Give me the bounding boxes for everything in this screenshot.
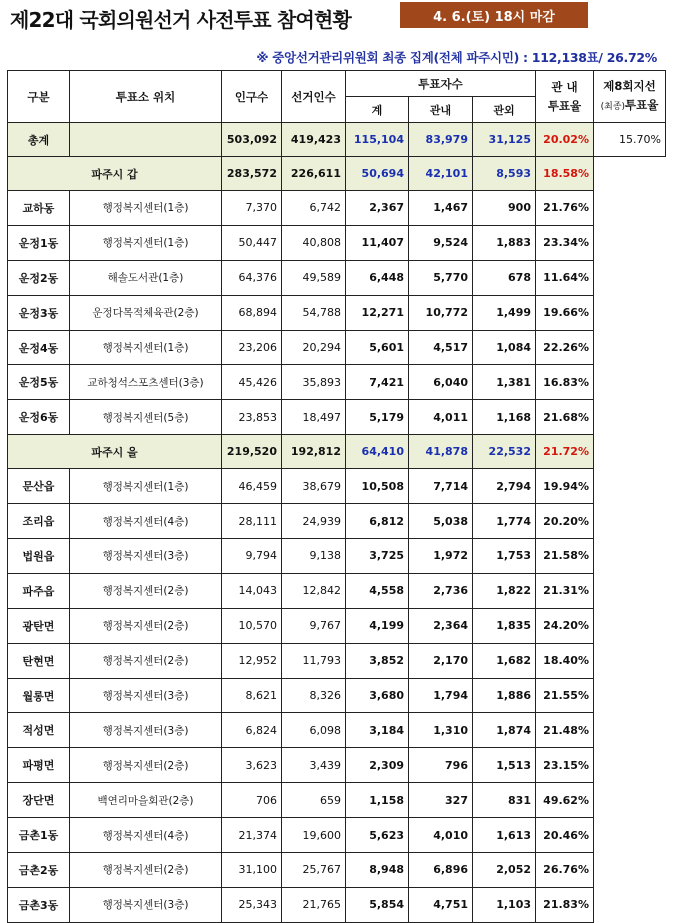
summary-total: 115,104 [346,123,409,157]
district-rate: 18.58% [536,157,594,191]
row-outside: 1,168 [473,400,536,435]
row-outside: 1,513 [473,748,536,783]
empty-cell [594,157,666,191]
row-voters: 9,767 [282,608,346,643]
row-inside: 7,714 [409,469,473,504]
row-voters: 25,767 [282,853,346,888]
row-inside: 4,751 [409,887,473,922]
row-name: 운정1동 [8,225,70,260]
row-inside: 2,364 [409,608,473,643]
row-total: 6,812 [346,504,409,539]
district-label: 파주시 을 [8,435,222,469]
row-population: 45,426 [222,365,282,400]
row-location: 행정복지센터(4층) [70,818,222,853]
empty-cell [594,435,666,469]
row-location: 행정복지센터(2층) [70,748,222,783]
row-location: 행정복지센터(3층) [70,887,222,922]
row-outside: 2,794 [473,469,536,504]
empty-cell [594,713,666,748]
row-outside: 1,883 [473,225,536,260]
row-voters: 19,600 [282,818,346,853]
row-outside: 1,835 [473,608,536,643]
row-rate: 21.55% [536,678,594,713]
empty-cell [594,818,666,853]
row-inside: 1,794 [409,678,473,713]
row-total: 2,309 [346,748,409,783]
table-row [8,853,666,888]
table-row [8,713,666,748]
district-voters: 192,812 [282,435,346,469]
empty-cell [594,887,666,922]
row-total: 5,854 [346,887,409,922]
row-inside: 4,011 [409,400,473,435]
row-rate: 24.20% [536,608,594,643]
row-rate: 21.76% [536,191,594,226]
row-inside: 327 [409,783,473,818]
row-voters: 6,098 [282,713,346,748]
row-voters: 35,893 [282,365,346,400]
header-prev-rate [594,71,666,123]
row-rate: 49.62% [536,783,594,818]
row-inside: 1,310 [409,713,473,748]
district-outside: 22,532 [473,435,536,469]
row-name: 운정4동 [8,330,70,365]
summary-rate: 20.02% [536,123,594,157]
row-total: 4,558 [346,573,409,608]
row-voters: 49,589 [282,260,346,295]
row-name: 운정5동 [8,365,70,400]
row-name: 금촌1동 [8,818,70,853]
empty-cell [594,539,666,574]
empty-cell [594,678,666,713]
row-total: 5,623 [346,818,409,853]
row-rate: 21.48% [536,713,594,748]
row-inside: 1,467 [409,191,473,226]
row-name: 탄현면 [8,643,70,678]
row-total: 10,508 [346,469,409,504]
page-title: 제22대 국회의원선거 사전투표 참여현황 [10,8,352,32]
row-total: 3,184 [346,713,409,748]
row-location: 해솔도서관(1층) [70,260,222,295]
district-inside: 41,878 [409,435,473,469]
row-inside: 4,517 [409,330,473,365]
summary-row [8,123,666,157]
row-population: 6,824 [222,713,282,748]
row-voters: 3,439 [282,748,346,783]
row-total: 8,948 [346,853,409,888]
empty-cell [594,504,666,539]
empty-cell [594,469,666,504]
row-inside: 6,896 [409,853,473,888]
row-outside: 1,874 [473,713,536,748]
row-location: 행정복지센터(1층) [70,225,222,260]
row-name: 문산읍 [8,469,70,504]
row-inside: 796 [409,748,473,783]
deadline-badge: 4. 6.(토) 18시 마감 [400,2,588,28]
row-name: 파평면 [8,748,70,783]
turnout-table [7,70,666,923]
row-name: 금촌2동 [8,853,70,888]
row-population: 23,853 [222,400,282,435]
row-outside: 2,052 [473,853,536,888]
header-outside: 관외 [473,97,536,123]
row-inside: 2,170 [409,643,473,678]
row-outside: 831 [473,783,536,818]
district-rate: 21.72% [536,435,594,469]
row-population: 8,621 [222,678,282,713]
table-row [8,573,666,608]
header-population: 인구수 [222,71,282,123]
table-row [8,678,666,713]
row-population: 25,343 [222,887,282,922]
summary-label: 총계 [8,123,70,157]
row-voters: 11,793 [282,643,346,678]
row-inside: 9,524 [409,225,473,260]
district-total: 64,410 [346,435,409,469]
row-population: 23,206 [222,330,282,365]
header-total: 계 [346,97,409,123]
row-population: 3,623 [222,748,282,783]
header-inside-rate-line1: 관 내 [551,79,578,94]
row-inside: 5,038 [409,504,473,539]
row-rate: 18.40% [536,643,594,678]
row-voters: 12,842 [282,573,346,608]
row-location: 행정복지센터(1층) [70,469,222,504]
row-total: 1,158 [346,783,409,818]
row-outside: 678 [473,260,536,295]
row-population: 9,794 [222,539,282,574]
table-row [8,504,666,539]
district-label: 파주시 갑 [8,157,222,191]
district-population: 283,572 [222,157,282,191]
table-row [8,643,666,678]
row-outside: 1,822 [473,573,536,608]
empty-cell [594,573,666,608]
row-location: 행정복지센터(3층) [70,678,222,713]
empty-cell [594,191,666,226]
row-total: 7,421 [346,365,409,400]
row-total: 5,179 [346,400,409,435]
row-name: 광탄면 [8,608,70,643]
table-row [8,225,666,260]
summary-voters: 419,423 [282,123,346,157]
header-voters: 선거인수 [282,71,346,123]
row-outside: 1,753 [473,539,536,574]
row-outside: 1,499 [473,295,536,330]
empty-cell [594,400,666,435]
summary-outside: 31,125 [473,123,536,157]
row-rate: 26.76% [536,853,594,888]
header-prev-rate-final: (최종) [600,101,626,112]
district-inside: 42,101 [409,157,473,191]
row-name: 파주읍 [8,573,70,608]
row-name: 적성면 [8,713,70,748]
empty-cell [594,853,666,888]
header-prev-rate-line1: 제8회지선 [603,78,656,93]
row-voters: 8,326 [282,678,346,713]
row-population: 31,100 [222,853,282,888]
row-location: 행정복지센터(4층) [70,504,222,539]
row-name: 운정3동 [8,295,70,330]
row-outside: 1,381 [473,365,536,400]
row-location: 행정복지센터(3층) [70,539,222,574]
row-total: 3,725 [346,539,409,574]
table-row [8,608,666,643]
row-location: 행정복지센터(5층) [70,400,222,435]
empty-cell [594,365,666,400]
row-outside: 1,103 [473,887,536,922]
row-name: 운정6동 [8,400,70,435]
table-row [8,539,666,574]
row-location: 행정복지센터(1층) [70,191,222,226]
row-location: 행정복지센터(2층) [70,853,222,888]
table-row [8,191,666,226]
header-prev-rate-line2: 투표율 [625,97,659,112]
summary-prev-rate: 15.70% [594,123,666,157]
row-total: 12,271 [346,295,409,330]
empty-cell [594,260,666,295]
empty-cell [594,643,666,678]
row-population: 50,447 [222,225,282,260]
district-total: 50,694 [346,157,409,191]
district-row [8,435,666,469]
row-rate: 11.64% [536,260,594,295]
table-row [8,330,666,365]
row-rate: 19.66% [536,295,594,330]
row-population: 68,894 [222,295,282,330]
row-voters: 18,497 [282,400,346,435]
row-population: 14,043 [222,573,282,608]
row-voters: 38,679 [282,469,346,504]
row-rate: 16.83% [536,365,594,400]
row-total: 3,852 [346,643,409,678]
row-name: 운정2동 [8,260,70,295]
row-voters: 20,294 [282,330,346,365]
row-population: 64,376 [222,260,282,295]
row-inside: 10,772 [409,295,473,330]
table-row [8,365,666,400]
row-location: 행정복지센터(1층) [70,330,222,365]
header-inside: 관내 [409,97,473,123]
row-location: 교하청석스포츠센터(3층) [70,365,222,400]
row-voters: 24,939 [282,504,346,539]
row-location: 행정복지센터(2층) [70,573,222,608]
row-name: 법원읍 [8,539,70,574]
row-inside: 2,736 [409,573,473,608]
final-tally-note: ※ 중앙선거관리위원회 최종 집계(전체 파주시민) : 112,138표/ 26.72% [256,50,657,65]
row-rate: 23.15% [536,748,594,783]
table-row [8,783,666,818]
row-population: 46,459 [222,469,282,504]
row-location: 행정복지센터(2층) [70,608,222,643]
table-row [8,469,666,504]
empty-cell [594,295,666,330]
district-population: 219,520 [222,435,282,469]
table-row [8,818,666,853]
header-inside-rate-line2: 투표율 [547,98,582,113]
row-voters: 21,765 [282,887,346,922]
row-population: 706 [222,783,282,818]
row-population: 12,952 [222,643,282,678]
row-inside: 6,040 [409,365,473,400]
header-turnout: 투표자수 [346,71,536,97]
row-total: 6,448 [346,260,409,295]
row-inside: 5,770 [409,260,473,295]
row-rate: 20.46% [536,818,594,853]
summary-inside: 83,979 [409,123,473,157]
row-total: 5,601 [346,330,409,365]
row-population: 28,111 [222,504,282,539]
empty-cell [594,225,666,260]
row-rate: 19.94% [536,469,594,504]
row-outside: 900 [473,191,536,226]
district-outside: 8,593 [473,157,536,191]
row-name: 월롱면 [8,678,70,713]
empty-cell [594,783,666,818]
row-rate: 23.34% [536,225,594,260]
empty-cell [594,330,666,365]
header-location: 투표소 위치 [70,71,222,123]
row-location: 백연리마을회관(2층) [70,783,222,818]
row-total: 4,199 [346,608,409,643]
district-voters: 226,611 [282,157,346,191]
row-location: 운정다목적체육관(2층) [70,295,222,330]
table-row [8,260,666,295]
row-location: 행정복지센터(3층) [70,713,222,748]
table-row [8,400,666,435]
header-inside-rate [536,71,594,123]
row-population: 10,570 [222,608,282,643]
table-row [8,887,666,922]
row-inside: 1,972 [409,539,473,574]
row-rate: 21.68% [536,400,594,435]
row-rate: 21.58% [536,539,594,574]
table-row [8,748,666,783]
empty-cell [594,608,666,643]
summary-location [70,123,222,157]
empty-cell [594,748,666,783]
row-name: 장단면 [8,783,70,818]
row-outside: 1,774 [473,504,536,539]
row-voters: 6,742 [282,191,346,226]
row-voters: 659 [282,783,346,818]
row-total: 11,407 [346,225,409,260]
summary-population: 503,092 [222,123,282,157]
row-outside: 1,682 [473,643,536,678]
row-outside: 1,084 [473,330,536,365]
row-rate: 21.31% [536,573,594,608]
district-row [8,157,666,191]
row-voters: 40,808 [282,225,346,260]
row-name: 금촌3동 [8,887,70,922]
row-inside: 4,010 [409,818,473,853]
table-row [8,295,666,330]
row-voters: 54,788 [282,295,346,330]
row-outside: 1,613 [473,818,536,853]
row-name: 조리읍 [8,504,70,539]
row-name: 교하동 [8,191,70,226]
row-outside: 1,886 [473,678,536,713]
row-total: 3,680 [346,678,409,713]
row-rate: 22.26% [536,330,594,365]
row-population: 7,370 [222,191,282,226]
row-rate: 20.20% [536,504,594,539]
row-total: 2,367 [346,191,409,226]
header-division: 구분 [8,71,70,123]
row-voters: 9,138 [282,539,346,574]
row-rate: 21.83% [536,887,594,922]
row-population: 21,374 [222,818,282,853]
row-location: 행정복지센터(2층) [70,643,222,678]
